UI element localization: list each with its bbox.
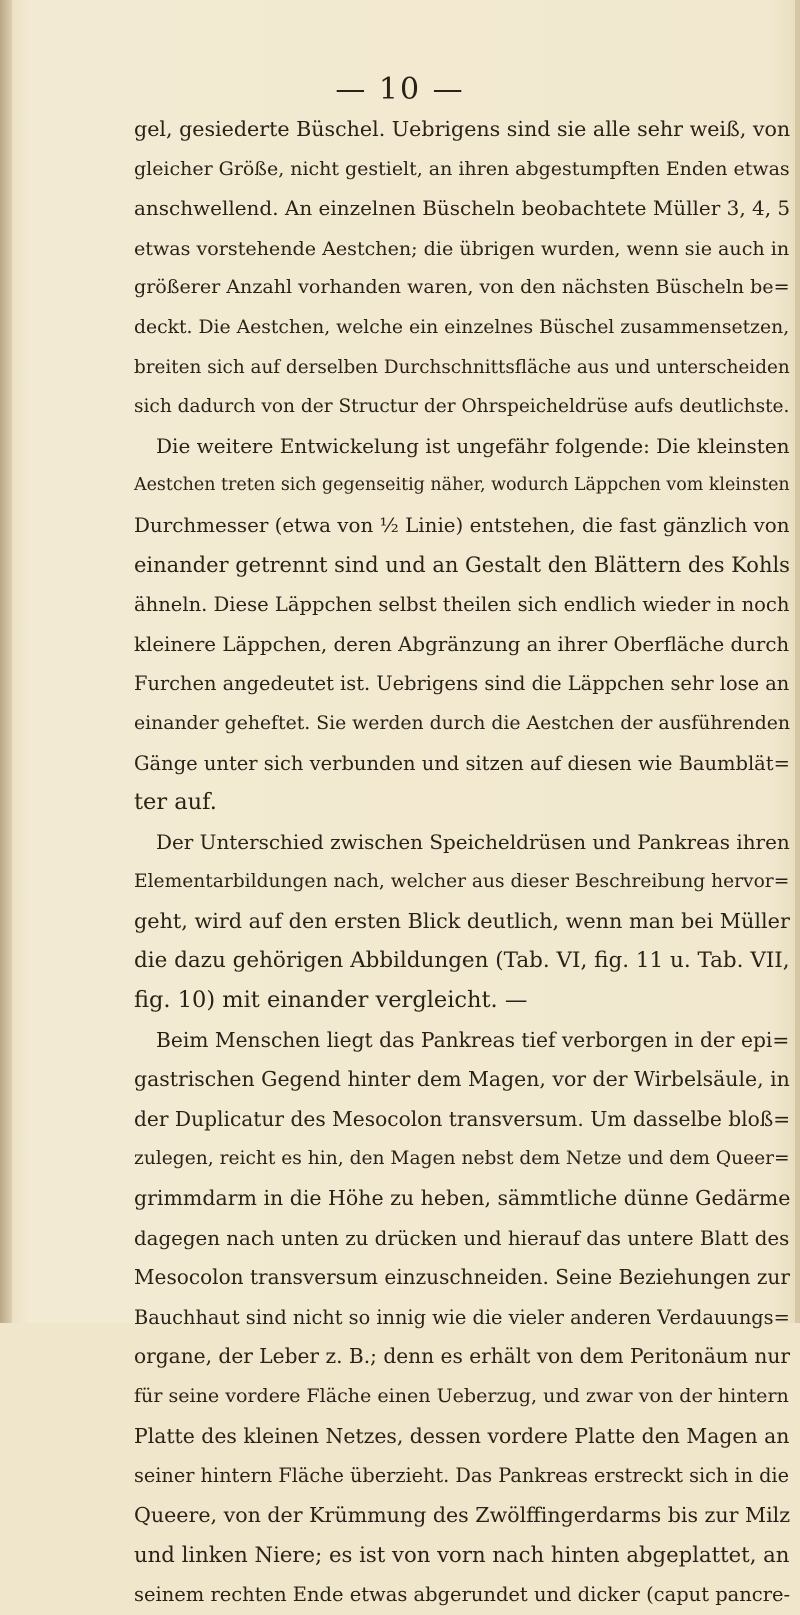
text-line: zulegen, reicht es hin, den Magen nebst dem Netze und dem Queer= xyxy=(134,1148,790,1170)
text-line: Furchen angedeutet ist. Uebrigens sind die Läppchen sehr lose an xyxy=(134,672,790,696)
text-line: breiten sich auf derselben Durchschnittsfläche aus und unterscheiden xyxy=(134,356,790,378)
text-line: Durchmesser (etwa von ½ Linie) entstehen, die fast gänzlich von xyxy=(134,513,790,537)
text-line: für seine vordere Fläche einen Ueberzug, und zwar von der hintern xyxy=(134,1385,789,1407)
page-edge xyxy=(795,0,800,1323)
text-line: Gänge unter sich verbunden und sitzen auf diesen wie Baumblät= xyxy=(134,751,790,775)
text-line: seiner hintern Fläche überzieht. Das Pankreas erstreckt sich in die xyxy=(134,1464,789,1488)
text-line: Platte des kleinen Netzes, dessen vordere Platte den Magen an xyxy=(134,1423,790,1448)
text-line: die dazu gehörigen Abbildungen (Tab. VI, fig. 11 u. Tab. VII, xyxy=(134,948,790,974)
text-line: gel, gesiederte Büschel. Uebrigens sind sie alle sehr weiß, von xyxy=(134,117,791,141)
text-line: sich dadurch von der Structur der Ohrspeicheldrüse aufs deutlichste. xyxy=(134,396,790,418)
text-line: einander geheftet. Sie werden durch die Aestchen der ausführenden xyxy=(134,712,790,734)
text-line: geht, wird auf den ersten Blick deutlich, wenn man bei Müller xyxy=(134,908,790,933)
text-line: dagegen nach unten zu drücken und hierauf das untere Blatt des xyxy=(134,1226,790,1250)
text-line: etwas vorstehende Aestchen; die übrigen wurden, wenn sie auch in xyxy=(134,236,790,260)
text-line: gleicher Größe, nicht gestielt, an ihren abgestumpften Enden etwas xyxy=(134,157,790,180)
text-line: der Duplicatur des Mesocolon transversum. Um dasselbe bloß= xyxy=(134,1106,791,1131)
text-line: kleinere Läppchen, deren Abgränzung an ihrer Oberfläche durch xyxy=(134,632,790,656)
text-line: ter auf. xyxy=(134,789,217,816)
text-line: grimmdarm in die Höhe zu heben, sämmtliche dünne Gedärme xyxy=(134,1186,791,1211)
text-line: Elementarbildungen nach, welcher aus dieser Beschreibung hervor= xyxy=(134,871,790,893)
text-line: Die weitere Entwickelung ist ungefähr folgende: Die kleinsten xyxy=(156,433,790,458)
text-line: größerer Anzahl vorhanden waren, von den nächsten Büscheln be= xyxy=(134,276,790,299)
text-line: Aestchen treten sich gegenseitig näher, wodurch Läppchen vom kleinsten xyxy=(134,475,790,496)
text-line: Queere, von der Krümmung des Zwölffingerdarms bis zur Milz xyxy=(134,1502,791,1527)
text-line: organe, der Leber z. B.; denn es erhält von dem Peritonäum nur xyxy=(134,1344,790,1369)
text-line: seinem rechten Ende etwas abgerundet und dicker (caput pancre- xyxy=(134,1582,791,1606)
text-line: Der Unterschied zwischen Speicheldrüsen und Pankreas ihren xyxy=(156,829,790,854)
page-number: — 10 — xyxy=(335,72,465,107)
book-spine-shadow xyxy=(0,0,12,1323)
text-line: und linken Niere; es ist von vorn nach hinten abgeplattet, an xyxy=(134,1542,790,1568)
text-line: Mesocolon transversum einzuschneiden. Seine Beziehungen zur xyxy=(134,1265,790,1290)
text-line: ähneln. Diese Läppchen selbst theilen sich endlich wieder in noch xyxy=(134,593,790,617)
text-line: deckt. Die Aestchen, welche ein einzelnes Büschel zusammensetzen, xyxy=(134,316,790,338)
text-line: fig. 10) mit einander vergleicht. — xyxy=(134,987,528,1014)
text-line: einander getrennt sind und an Gestalt den Blättern des Kohls xyxy=(134,552,790,577)
text-line: Bauchhaut sind nicht so innig wie die vieler anderen Verdauungs= xyxy=(134,1305,790,1329)
text-line: gastrischen Gegend hinter dem Magen, vor der Wirbelsäule, in xyxy=(134,1067,790,1092)
body-text xyxy=(134,110,790,1615)
text-line: Beim Menschen liegt das Pankreas tief verborgen in der epi= xyxy=(156,1027,790,1052)
text-line: anschwellend. An einzelnen Büscheln beobachtete Müller 3, 4, 5 xyxy=(134,196,791,221)
